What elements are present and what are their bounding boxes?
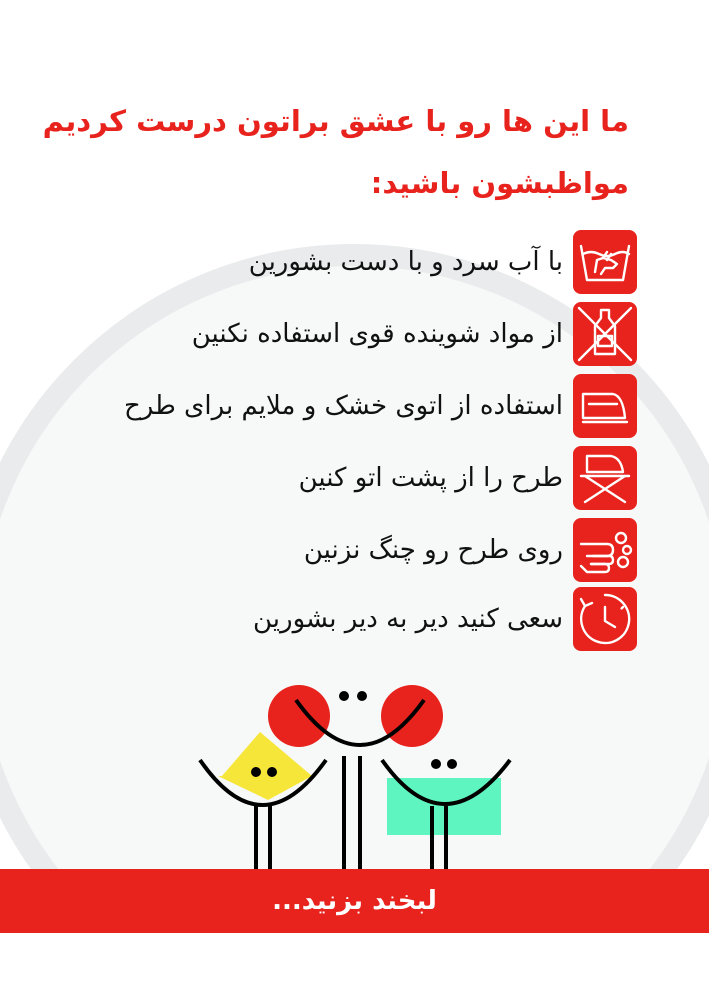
no-bleach-icon: [573, 302, 637, 366]
care-item-wash-rarely: [37, 587, 637, 651]
hand-wash-icon: [573, 230, 637, 294]
iron-low-icon: [573, 374, 637, 438]
no-scrub-icon: [573, 518, 637, 582]
care-text: با آب سرد و با دست بشورین: [248, 247, 563, 277]
clock-icon: [573, 587, 637, 651]
care-item-hand-wash: [37, 230, 637, 294]
care-text: استفاده از اتوی خشک و ملایم برای طرح: [123, 391, 563, 421]
care-text: طرح را از پشت اتو کنین: [298, 463, 563, 493]
care-item-no-bleach: [37, 302, 637, 366]
care-text: سعی کنید دیر به دیر بشورین: [253, 604, 563, 634]
care-text: از مواد شوینده قوی استفاده نکنین: [191, 319, 563, 349]
footer-banner: [0, 869, 709, 933]
care-item-iron-low: [37, 374, 637, 438]
no-iron-front-icon: [573, 446, 637, 510]
page-title-line2: مواظبشون باشید:: [370, 166, 629, 200]
smiley-figures-illustration: [0, 660, 709, 870]
care-text: روی طرح رو چنگ نزنین: [303, 535, 563, 565]
care-item-no-scrub: [37, 518, 637, 582]
care-item-no-iron-front: [37, 446, 637, 510]
page-title-line1: ما این ها رو با عشق براتون درست کردیم: [42, 104, 629, 138]
footer-text: لبخند بزنید...: [272, 886, 437, 916]
